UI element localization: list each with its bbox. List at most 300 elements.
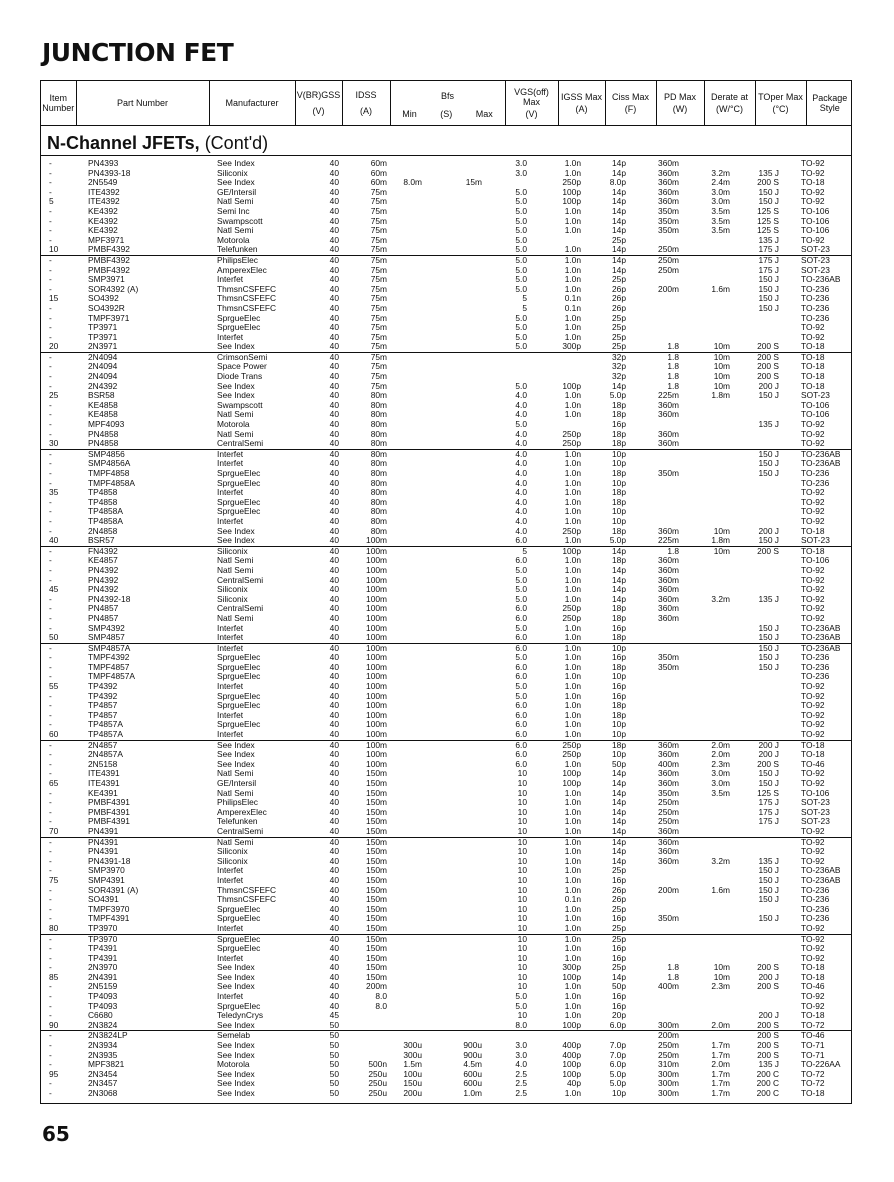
table-row (41, 934, 851, 945)
cell-idss: 150m (366, 836, 387, 847)
cell-vgs-off: 3.0 (515, 1049, 527, 1060)
cell-pd: 360m (658, 399, 679, 410)
cell-item: - (49, 749, 52, 760)
cell-idss: 250u (368, 1088, 387, 1098)
cell-item: - (49, 302, 52, 313)
cell-item: - (49, 564, 52, 575)
cell-package: TO-92 (801, 768, 825, 779)
cell-manufacturer: PhilipsElec (217, 797, 258, 808)
cell-igss: 1.0n (564, 274, 581, 285)
cell-igss: 1.0n (564, 865, 581, 876)
cell-derate: 10m (713, 962, 730, 973)
cell-item: - (49, 264, 52, 275)
cell-idss: 8.0 (375, 1000, 387, 1011)
cell-toper: 200 S (757, 962, 779, 973)
cell-package: TO-46 (801, 758, 825, 769)
cell-derate: 2.0m (711, 1019, 730, 1030)
cell-ciss: 25p (612, 312, 626, 323)
cell-ciss: 14p (612, 971, 626, 982)
cell-toper: 200 S (757, 341, 779, 352)
cell-manufacturer: Interfet (217, 632, 244, 643)
cell-vgs-off: 5.0 (515, 584, 527, 595)
cell-ciss: 16p (612, 419, 626, 430)
cell-idss: 100m (366, 564, 387, 575)
cell-part-number: SMP4856A (88, 458, 131, 469)
cell-vbr: 40 (329, 331, 339, 342)
cell-item: - (49, 371, 52, 382)
cell-vbr: 40 (329, 661, 339, 672)
cell-toper: 135 J (758, 593, 779, 604)
cell-manufacturer: Swampscott (217, 399, 263, 410)
cell-manufacturer: See Index (217, 390, 255, 401)
cell-ciss: 18p (612, 438, 626, 449)
cell-manufacturer: Natl Semi (217, 225, 254, 236)
cell-ciss: 10p (612, 671, 626, 682)
cell-part-number: SMP4857A (88, 642, 131, 653)
cell-ciss: 14p (612, 778, 626, 788)
cell-derate: 1.7m (711, 1049, 730, 1060)
cell-package: TO-106 (801, 225, 830, 236)
cell-vbr: 40 (329, 244, 339, 255)
cell-igss: 1.0n (564, 564, 581, 575)
cell-manufacturer: Interfet (217, 448, 244, 459)
cell-pd: 1.8 (667, 962, 679, 973)
cell-package: TO-92 (801, 943, 825, 954)
cell-idss: 75m (370, 293, 387, 304)
cell-item: - (49, 274, 52, 285)
cell-pd: 1.8 (667, 371, 679, 382)
cell-part-number: 2N3970 (88, 962, 118, 973)
cell-part-number: TP4391 (88, 952, 118, 963)
cell-igss: 1.0n (564, 690, 581, 701)
cell-manufacturer: See Index (217, 177, 255, 188)
cell-vgs-off: 5.0 (515, 254, 527, 265)
cell-igss: 1.0n (564, 264, 581, 275)
cell-item: - (49, 855, 52, 866)
cell-manufacturer: See Index (217, 525, 255, 536)
table-row (41, 323, 851, 333)
cell-manufacturer: See Index (217, 971, 255, 982)
cell-ciss: 25p (612, 322, 626, 333)
cell-pd: 200m (658, 1030, 679, 1041)
cell-part-number: TMPF3970 (88, 903, 130, 914)
cell-ciss: 26p (612, 302, 626, 313)
cell-manufacturer: CentralSemi (217, 438, 264, 449)
cell-manufacturer: Swampscott (217, 215, 263, 226)
cell-part-number: SO4392 (88, 293, 119, 304)
cell-manufacturer: Interfet (217, 487, 244, 498)
cell-package: TO-236 (801, 884, 830, 895)
header-idss: IDSS (A) (342, 81, 390, 125)
cell-pd: 400m (658, 981, 679, 992)
cell-ciss: 16p (612, 681, 626, 692)
table-row (41, 576, 851, 586)
cell-toper: 150 J (758, 390, 779, 401)
cell-ciss: 14p (612, 584, 626, 595)
cell-manufacturer: SprgueElec (217, 903, 261, 914)
cell-vbr: 40 (329, 816, 339, 827)
cell-pd: 225m (658, 535, 679, 546)
cell-manufacturer: Natl Semi (217, 428, 254, 439)
cell-igss: 100p (562, 186, 581, 197)
cell-vgs-off: 5.0 (515, 215, 527, 226)
cell-item: 70 (49, 825, 59, 836)
cell-vgs-off: 5.0 (515, 312, 527, 323)
header-vgs: VGS(off) Max (V) (505, 81, 558, 125)
cell-toper: 135 J (758, 855, 779, 866)
cell-igss: 1.0n (564, 283, 581, 294)
table-row (41, 866, 851, 876)
cell-pd: 1.8 (667, 971, 679, 982)
cell-item: - (49, 903, 52, 914)
cell-toper: 150 J (758, 884, 779, 895)
cell-item: - (49, 458, 52, 469)
cell-package: TO-92 (801, 196, 825, 207)
cell-igss: 1.0n (564, 487, 581, 498)
cell-ciss: 32p (612, 371, 626, 382)
cell-derate: 10m (713, 341, 730, 352)
cell-package: TO-236AB (801, 274, 841, 285)
cell-package: TO-92 (801, 603, 825, 614)
table-row (41, 1089, 851, 1099)
cell-idss: 100m (366, 593, 387, 604)
header-toper: TOper Max (°C) (755, 81, 806, 125)
cell-manufacturer: See Index (217, 380, 255, 391)
cell-bfs-max: 900u (463, 1049, 482, 1060)
cell-idss: 60m (370, 177, 387, 188)
cell-manufacturer: SprgueElec (217, 719, 261, 730)
cell-part-number: TP4391 (88, 943, 118, 954)
cell-item: 55 (49, 681, 59, 692)
cell-item: - (49, 468, 52, 478)
cell-manufacturer: SprgueElec (217, 943, 261, 954)
cell-vbr: 40 (329, 428, 339, 439)
cell-vbr: 40 (329, 515, 339, 526)
cell-package: TO-236 (801, 477, 830, 488)
cell-vbr: 40 (329, 468, 339, 478)
table-row (41, 808, 851, 818)
table-row (41, 430, 851, 440)
cell-derate: 2.3m (711, 758, 730, 769)
cell-igss: 1.0n (564, 496, 581, 507)
section-divider (41, 155, 851, 156)
cell-igss: 1.0n (564, 933, 581, 944)
cell-idss: 60m (370, 158, 387, 168)
cell-item: - (49, 1059, 52, 1070)
cell-part-number: TP4858 (88, 487, 118, 498)
cell-ciss: 18p (612, 612, 626, 623)
cell-part-number: PMBF4392 (88, 254, 130, 265)
cell-vgs-off: 4.0 (515, 399, 527, 410)
cell-bfs-min: 8.0m (403, 177, 422, 188)
cell-item: - (49, 913, 52, 924)
cell-package: TO-236 (801, 913, 830, 924)
table-row (41, 1021, 851, 1031)
cell-vbr: 40 (329, 778, 339, 788)
cell-vbr: 40 (329, 1000, 339, 1011)
cell-part-number: TP4392 (88, 690, 118, 701)
cell-item: - (49, 283, 52, 294)
cell-item: - (49, 797, 52, 808)
cell-item: - (49, 254, 52, 265)
jfet-table (40, 80, 852, 1104)
cell-part-number: PN4858 (88, 438, 119, 449)
cell-ciss: 25p (612, 331, 626, 342)
cell-bfs-max: 600u (463, 1078, 482, 1089)
cell-package: TO-92 (801, 719, 825, 730)
cell-item: - (49, 167, 52, 178)
cell-vgs-off: 6.0 (515, 642, 527, 653)
cell-vbr: 50 (329, 1049, 339, 1060)
cell-package: TO-106 (801, 555, 830, 566)
cell-package: TO-106 (801, 205, 830, 216)
cell-igss: 1.0n (564, 884, 581, 895)
cell-vgs-off: 5.0 (515, 244, 527, 255)
cell-vbr: 50 (329, 1078, 339, 1089)
cell-manufacturer: ThmsnCSFEFC (217, 894, 277, 905)
cell-part-number: PMBF4391 (88, 816, 130, 827)
cell-pd: 350m (658, 787, 679, 798)
cell-vgs-off: 5.0 (515, 419, 527, 430)
cell-part-number: TP3971 (88, 322, 118, 333)
table-row (41, 410, 851, 420)
cell-idss: 100m (366, 612, 387, 623)
cell-idss: 150m (366, 971, 387, 982)
cell-part-number: KE4858 (88, 399, 118, 410)
cell-igss: 1.0n (564, 593, 581, 604)
cell-toper: 135 J (758, 234, 779, 245)
cell-manufacturer: See Index (217, 981, 255, 992)
cell-manufacturer: Natl Semi (217, 564, 254, 575)
cell-manufacturer: See Index (217, 962, 255, 973)
cell-derate: 10m (713, 525, 730, 536)
cell-igss: 250p (562, 749, 581, 760)
cell-package: SOT-23 (801, 535, 830, 546)
cell-igss: 100p (562, 1068, 581, 1079)
cell-ciss: 14p (612, 825, 626, 836)
cell-manufacturer: SprgueElec (217, 477, 261, 488)
cell-item: - (49, 322, 52, 333)
cell-package: TO-18 (801, 545, 825, 556)
cell-vbr: 40 (329, 302, 339, 313)
cell-idss: 150m (366, 768, 387, 779)
cell-part-number: 2N3971 (88, 341, 118, 352)
cell-ciss: 14p (612, 797, 626, 808)
cell-idss: 100m (366, 652, 387, 663)
cell-idss: 150m (366, 943, 387, 954)
cell-vgs-off: 5.0 (515, 1000, 527, 1011)
cell-igss: 1.0n (564, 846, 581, 857)
cell-igss: 1.0n (564, 1010, 581, 1021)
cell-package: TO-236AB (801, 448, 841, 459)
cell-part-number: ITE4391 (88, 778, 120, 788)
cell-item: - (49, 719, 52, 730)
cell-vgs-off: 3.0 (515, 167, 527, 178)
cell-pd: 360m (658, 768, 679, 779)
cell-ciss: 18p (612, 661, 626, 672)
cell-vbr: 40 (329, 622, 339, 633)
cell-idss: 80m (370, 515, 387, 526)
cell-derate: 1.8m (711, 535, 730, 546)
cell-vbr: 40 (329, 739, 339, 750)
cell-manufacturer: See Index (217, 1078, 255, 1089)
cell-idss: 80m (370, 496, 387, 507)
cell-vbr: 40 (329, 952, 339, 963)
cell-bfs-min: 300u (403, 1049, 422, 1060)
cell-ciss: 18p (612, 700, 626, 711)
cell-ciss: 32p (612, 361, 626, 372)
table-row (41, 401, 851, 411)
cell-pd: 360m (658, 574, 679, 585)
cell-package: TO-92 (801, 846, 825, 857)
cell-toper: 150 J (758, 468, 779, 478)
cell-part-number: KE4857 (88, 555, 118, 566)
cell-ciss: 6.0p (609, 1059, 626, 1070)
table-row (41, 992, 851, 1002)
cell-package: TO-92 (801, 855, 825, 866)
table-row (41, 633, 851, 643)
cell-igss: 250p (562, 428, 581, 439)
cell-part-number: 2N4858 (88, 525, 118, 536)
cell-toper: 125 S (757, 205, 779, 216)
cell-igss: 1.0n (564, 652, 581, 663)
cell-vbr: 40 (329, 933, 339, 944)
cell-toper: 150 J (758, 622, 779, 633)
cell-manufacturer: CentralSemi (217, 574, 264, 585)
cell-derate: 3.2m (711, 593, 730, 604)
cell-package: SOT-23 (801, 816, 830, 827)
cell-igss: 1.0n (564, 535, 581, 546)
cell-package: TO-71 (801, 1040, 825, 1051)
cell-part-number: TP4858A (88, 506, 123, 517)
cell-pd: 400m (658, 758, 679, 769)
cell-idss: 75m (370, 196, 387, 207)
cell-toper: 200 S (757, 371, 779, 382)
cell-igss: 1.0n (564, 681, 581, 692)
cell-manufacturer: Interfet (217, 681, 244, 692)
cell-package: TO-92 (801, 729, 825, 740)
cell-pd: 360m (658, 749, 679, 760)
cell-package: TO-92 (801, 700, 825, 711)
cell-manufacturer: See Index (217, 535, 255, 546)
table-row (41, 720, 851, 730)
cell-ciss: 25p (612, 865, 626, 876)
table-row (41, 255, 851, 266)
cell-vgs-off: 6.0 (515, 700, 527, 711)
table-row (41, 614, 851, 624)
table-row (41, 924, 851, 934)
cell-igss: 1.0n (564, 254, 581, 265)
cell-toper: 200 S (757, 758, 779, 769)
cell-vgs-off: 6.0 (515, 749, 527, 760)
cell-pd: 300m (658, 1088, 679, 1098)
cell-vbr: 40 (329, 612, 339, 623)
cell-idss: 150m (366, 913, 387, 924)
cell-package: SOT-23 (801, 797, 830, 808)
cell-ciss: 10p (612, 749, 626, 760)
cell-package: TO-18 (801, 371, 825, 382)
cell-toper: 175 J (758, 244, 779, 255)
page-number: 65 (42, 1122, 70, 1146)
cell-igss: 1.0n (564, 622, 581, 633)
cell-derate: 3.0m (711, 186, 730, 197)
cell-vgs-off: 6.0 (515, 758, 527, 769)
cell-derate: 10m (713, 371, 730, 382)
cell-igss: 1.0n (564, 632, 581, 643)
cell-vgs-off: 5.0 (515, 593, 527, 604)
cell-igss: 300p (562, 962, 581, 973)
cell-part-number: 2N4857A (88, 749, 123, 760)
page-title: JUNCTION FET (42, 38, 234, 67)
cell-item: - (49, 361, 52, 372)
cell-ciss: 18p (612, 709, 626, 720)
cell-package: TO-236 (801, 661, 830, 672)
cell-manufacturer: See Index (217, 739, 255, 750)
cell-vbr: 45 (329, 1010, 339, 1021)
cell-manufacturer: Semelab (217, 1030, 251, 1041)
cell-idss: 75m (370, 254, 387, 265)
cell-item: - (49, 1010, 52, 1021)
cell-manufacturer: SprgueElec (217, 652, 261, 663)
cell-pd: 300m (658, 1078, 679, 1089)
table-row (41, 449, 851, 460)
table-row (41, 498, 851, 508)
table-row (41, 546, 851, 557)
cell-manufacturer: SprgueElec (217, 468, 261, 478)
cell-ciss: 18p (612, 603, 626, 614)
cell-part-number: MPF3821 (88, 1059, 125, 1070)
cell-manufacturer: Motorola (217, 419, 250, 430)
cell-part-number: 2N3457 (88, 1078, 118, 1089)
cell-part-number: FN4392 (88, 545, 118, 556)
cell-vgs-off: 5.0 (515, 322, 527, 333)
cell-vbr: 40 (329, 797, 339, 808)
cell-part-number: PN4392 (88, 574, 119, 585)
cell-vbr: 40 (329, 884, 339, 895)
cell-manufacturer: Natl Semi (217, 768, 254, 779)
cell-vbr: 40 (329, 564, 339, 575)
cell-vbr: 40 (329, 371, 339, 382)
cell-vbr: 40 (329, 700, 339, 711)
cell-item: 20 (49, 341, 59, 352)
cell-idss: 150m (366, 962, 387, 973)
cell-item: - (49, 312, 52, 323)
cell-vbr: 40 (329, 496, 339, 507)
cell-ciss: 25p (612, 933, 626, 944)
cell-idss: 75m (370, 351, 387, 362)
cell-ciss: 14p (612, 836, 626, 847)
cell-derate: 2.0m (711, 739, 730, 750)
cell-part-number: 2N5158 (88, 758, 118, 769)
cell-part-number: 2N3934 (88, 1040, 118, 1051)
cell-toper: 150 J (758, 274, 779, 285)
cell-vbr: 40 (329, 525, 339, 536)
cell-idss: 150m (366, 933, 387, 944)
header-item: Item Number (41, 81, 76, 125)
cell-manufacturer: SprgueElec (217, 506, 261, 517)
cell-vbr: 50 (329, 1030, 339, 1041)
cell-manufacturer: See Index (217, 1019, 255, 1030)
cell-item: - (49, 525, 52, 536)
cell-igss: 400p (562, 1040, 581, 1051)
cell-manufacturer: ThmsnCSFEFC (217, 884, 277, 895)
cell-vgs-off: 10 (517, 922, 527, 933)
cell-item: - (49, 515, 52, 526)
cell-idss: 100m (366, 661, 387, 672)
cell-idss: 80m (370, 487, 387, 498)
cell-package: TO-236 (801, 293, 830, 304)
table-row (41, 342, 851, 352)
